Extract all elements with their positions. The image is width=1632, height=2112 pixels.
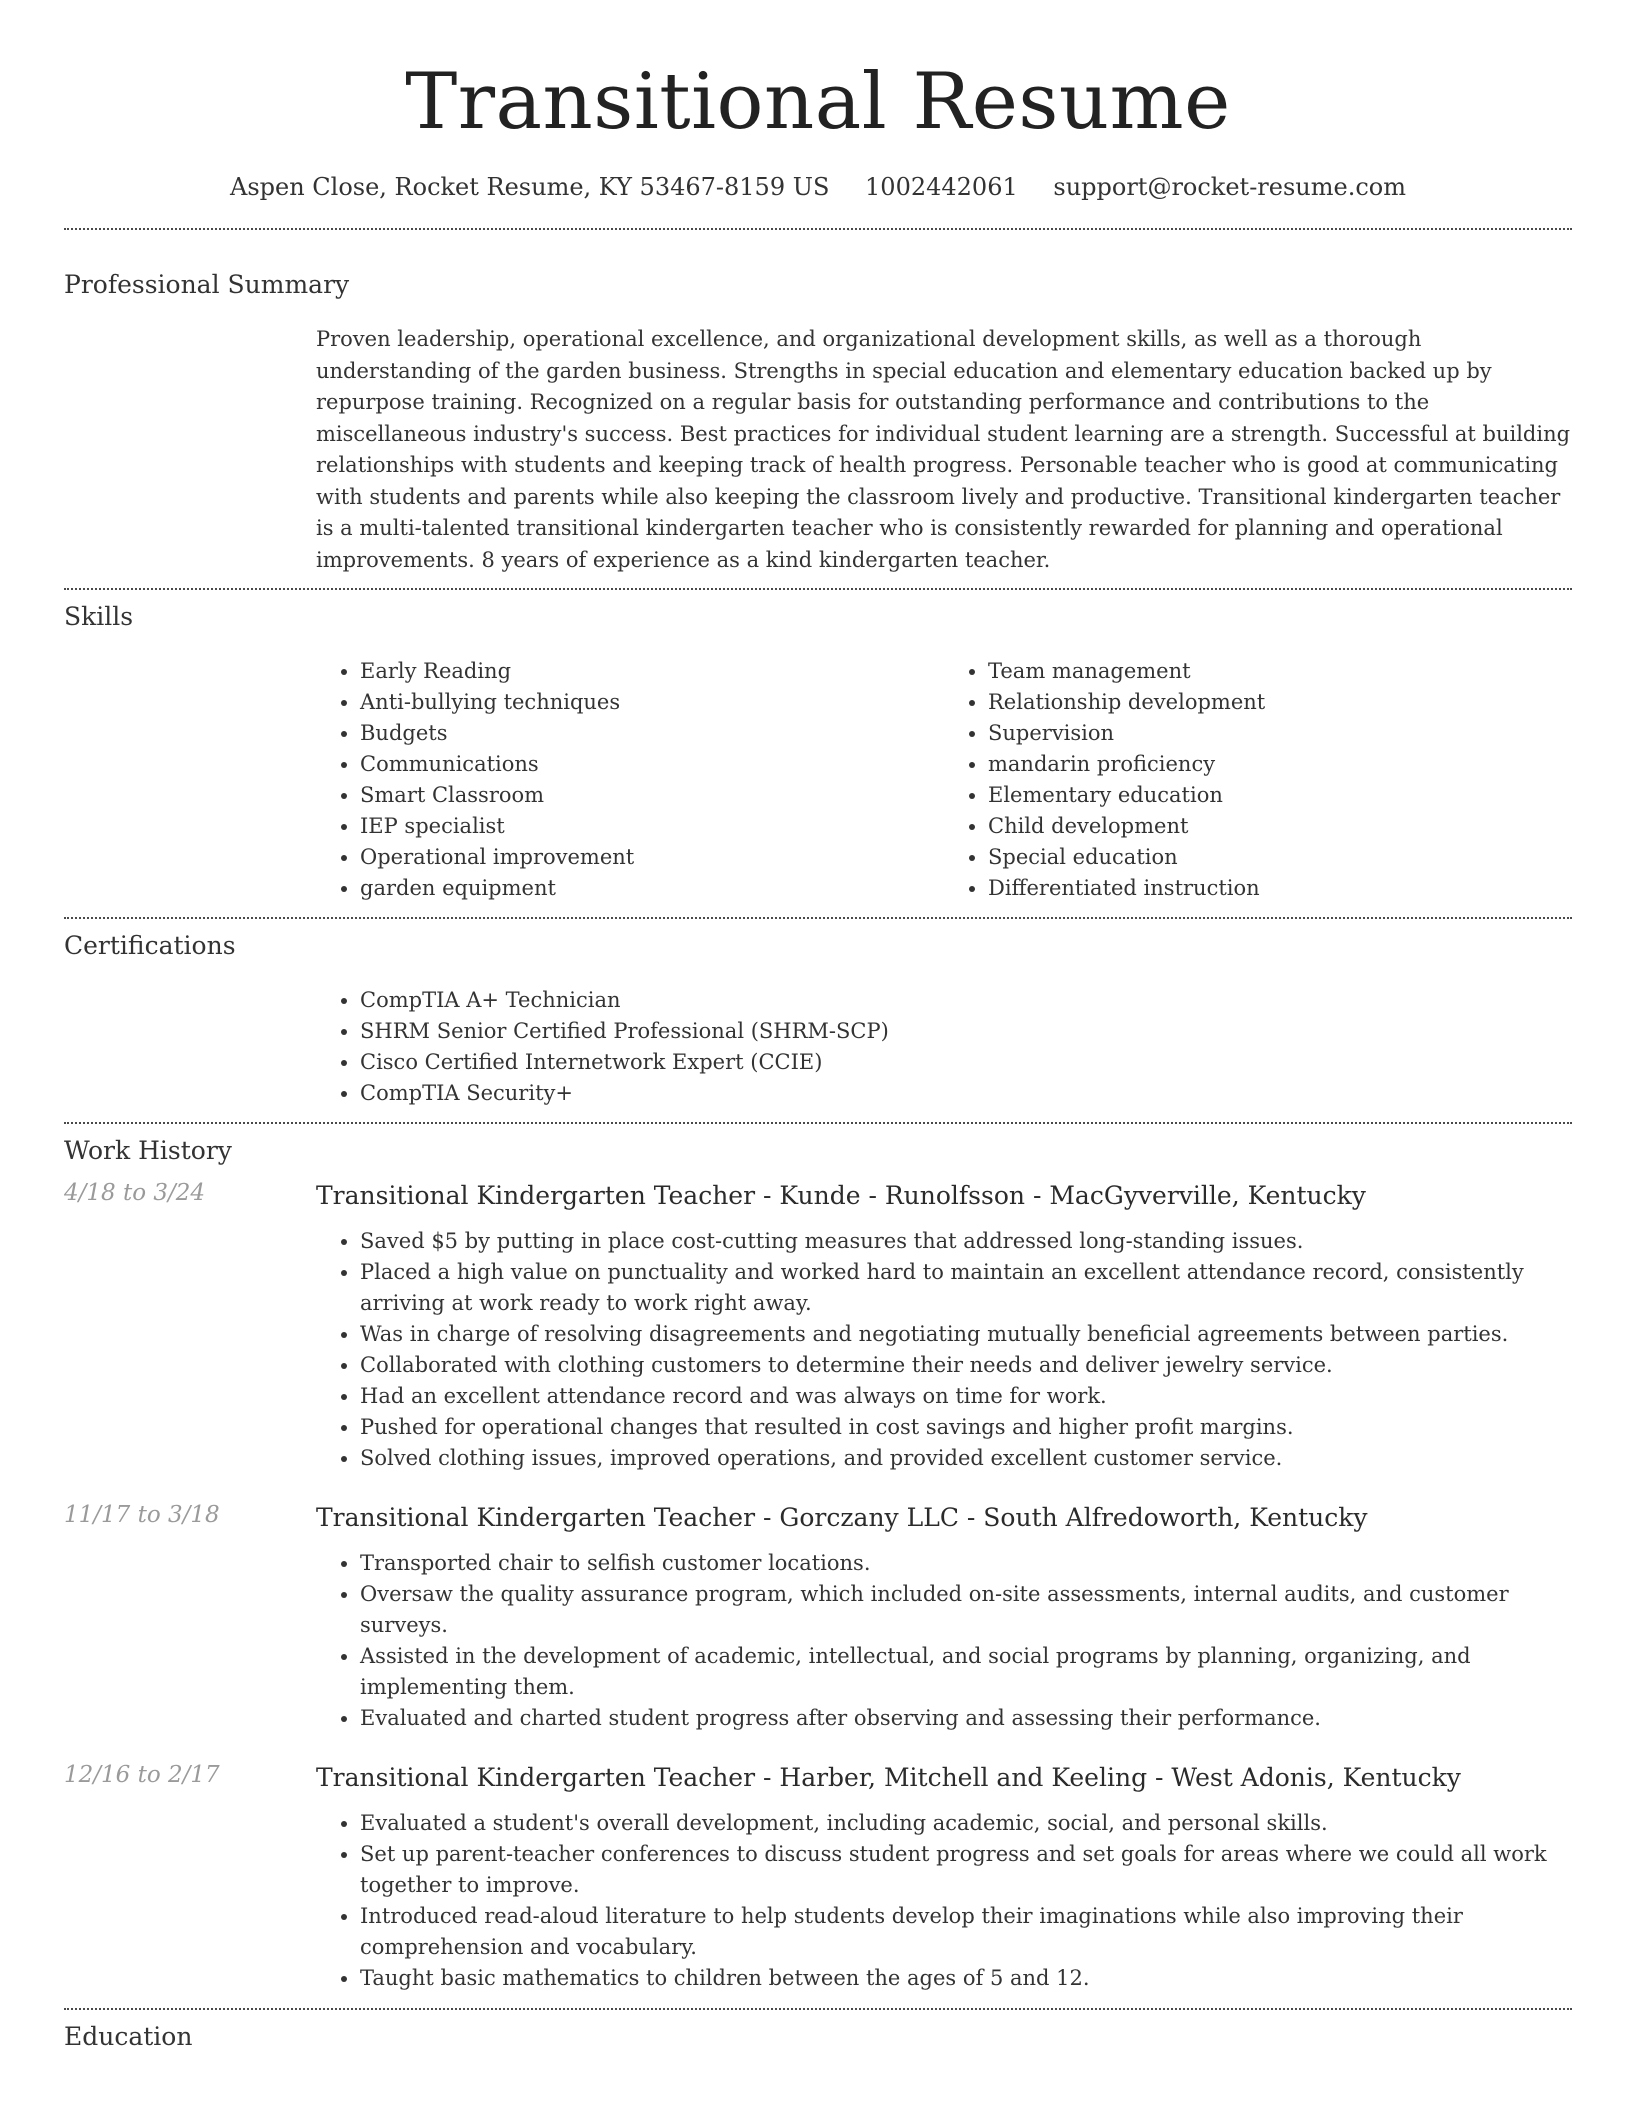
job-entry [64,1502,1572,1734]
job-bullets [316,1548,1572,1734]
divider [64,1122,1572,1124]
skill-item: • Supervision [988,718,1572,749]
skills-columns [316,656,1572,904]
skill-item: • Smart Classroom [360,780,944,811]
skill-item: • mandarin proficiency [988,749,1572,780]
divider [64,228,1572,230]
job-bullet: • Taught basic mathematics to children between the ages of 5 and 12. [360,1963,1572,1994]
job-title: Transitional Kindergarten Teacher - Kunde - Runolfsson - MacGyverville, Kentucky [316,1181,1366,1210]
job-bullet: • Saved $5 by putting in place cost-cutting measures that addressed long-standing issues. [360,1226,1572,1257]
job-bullets [316,1226,1572,1474]
divider [64,2008,1572,2010]
contact-email: support@rocket-resume.com [1053,173,1406,201]
skills-section [64,602,1572,904]
skill-item: • Operational improvement [360,842,944,873]
job-dates: 11/17 to 3/18 [64,1502,220,1528]
skill-item: • garden equipment [360,873,944,904]
job-details [316,1808,1572,1994]
certifications-section [64,931,1572,1109]
section-title-certifications: Certifications [64,931,236,960]
divider [64,917,1572,919]
certification-item: • CompTIA A+ Technician [360,985,1572,1016]
job-bullet: • Collaborated with clothing customers to determine their needs and deliver jewelry service. [360,1350,1572,1381]
summary-text: Proven leadership, operational excellence, and organizational development skills, as well as a thorough understanding of the garden business. Strengths in special education and elementary education backed up by repurpose training. Recognized on a regular basis for outstanding performance and contributions to the miscellaneous industry's success. Best practices for individual student learning are a strength. Successful at building relationships with students and keeping track of health progress. Personable teacher who is good at communicating with students and parents while also keeping the classroom lively and productive. Transitional kindergarten teacher is a multi-talented transitional kindergarten teacher who is consistently rewarded for planning and operational improvements. 8 years of experience as a kind kindergarten teacher. [316,327,1571,572]
job-entry [64,1762,1572,1994]
job-bullet: • Assisted in the development of academic, intellectual, and social programs by planning, organizing, and implementing them. [360,1641,1572,1703]
certification-item: • SHRM Senior Certified Professional (SHRM-SCP) [360,1016,1572,1047]
certification-item: • Cisco Certified Internetwork Expert (CCIE) [360,1047,1572,1078]
job-details [316,1548,1572,1734]
skill-item: • Anti-bullying techniques [360,687,944,718]
section-title-skills: Skills [64,602,134,631]
resume-page [64,0,1572,2052]
section-title-summary: Professional Summary [64,270,350,299]
skill-item: • Relationship development [988,687,1572,718]
job-bullet: • Was in charge of resolving disagreements and negotiating mutually beneficial agreements between parties. [360,1319,1572,1350]
skill-item: • Differentiated instruction [988,873,1572,904]
skill-item: • Special education [988,842,1572,873]
jobs-container [64,1180,1572,1994]
contact-line [64,172,1572,202]
contact-phone: 1002442061 [865,173,1018,201]
certifications-list [316,985,1572,1109]
education-section [64,2022,1572,2052]
summary-section [64,270,1572,576]
skill-item: • IEP specialist [360,811,944,842]
job-dates: 4/18 to 3/24 [64,1180,206,1206]
certifications-content [316,985,1572,1109]
work-history-section [64,1136,1572,1994]
job-bullets [316,1808,1572,1994]
contact-address: Aspen Close, Rocket Resume, KY 53467-8159 US [229,173,830,201]
divider [64,588,1572,590]
skills-list-left [316,656,944,904]
job-bullet: • Pushed for operational changes that resulted in cost savings and higher profit margins. [360,1412,1572,1443]
job-bullet: • Oversaw the quality assurance program, which included on-site assessments, internal audits, and customer surveys. [360,1579,1572,1641]
job-details [316,1226,1572,1474]
job-title: Transitional Kindergarten Teacher - Gorczany LLC - South Alfredoworth, Kentucky [316,1503,1368,1532]
skill-item: • Elementary education [988,780,1572,811]
job-entry [64,1180,1572,1474]
skill-item: • Team management [988,656,1572,687]
section-title-work-history: Work History [64,1136,232,1165]
job-bullet: • Evaluated a student's overall development, including academic, social, and personal skills. [360,1808,1572,1839]
job-bullet: • Transported chair to selfish customer locations. [360,1548,1572,1579]
skill-item: • Budgets [360,718,944,749]
job-bullet: • Evaluated and charted student progress after observing and assessing their performance. [360,1703,1572,1734]
job-bullet: • Solved clothing issues, improved operations, and provided excellent customer service. [360,1443,1572,1474]
skill-item: • Communications [360,749,944,780]
job-title: Transitional Kindergarten Teacher - Harber, Mitchell and Keeling - West Adonis, Kentucky [316,1763,1461,1792]
certification-item: • CompTIA Security+ [360,1078,1572,1109]
job-bullet: • Set up parent-teacher conferences to discuss student progress and set goals for areas where we could all work together to improve. [360,1839,1572,1901]
skills-list-right [944,656,1572,904]
job-dates: 12/16 to 2/17 [64,1762,220,1788]
resume-name: Transitional Resume [405,57,1231,147]
section-title-education: Education [64,2022,193,2051]
resume-header [64,0,1572,202]
job-bullet: • Placed a high value on punctuality and worked hard to maintain an excellent attendance record, consistently arriving at work ready to work right away. [360,1257,1572,1319]
job-bullet: • Introduced read-aloud literature to help students develop their imaginations while also improving their comprehension and vocabulary. [360,1901,1572,1963]
job-bullet: • Had an excellent attendance record and was always on time for work. [360,1381,1572,1412]
skill-item: • Early Reading [360,656,944,687]
skill-item: • Child development [988,811,1572,842]
